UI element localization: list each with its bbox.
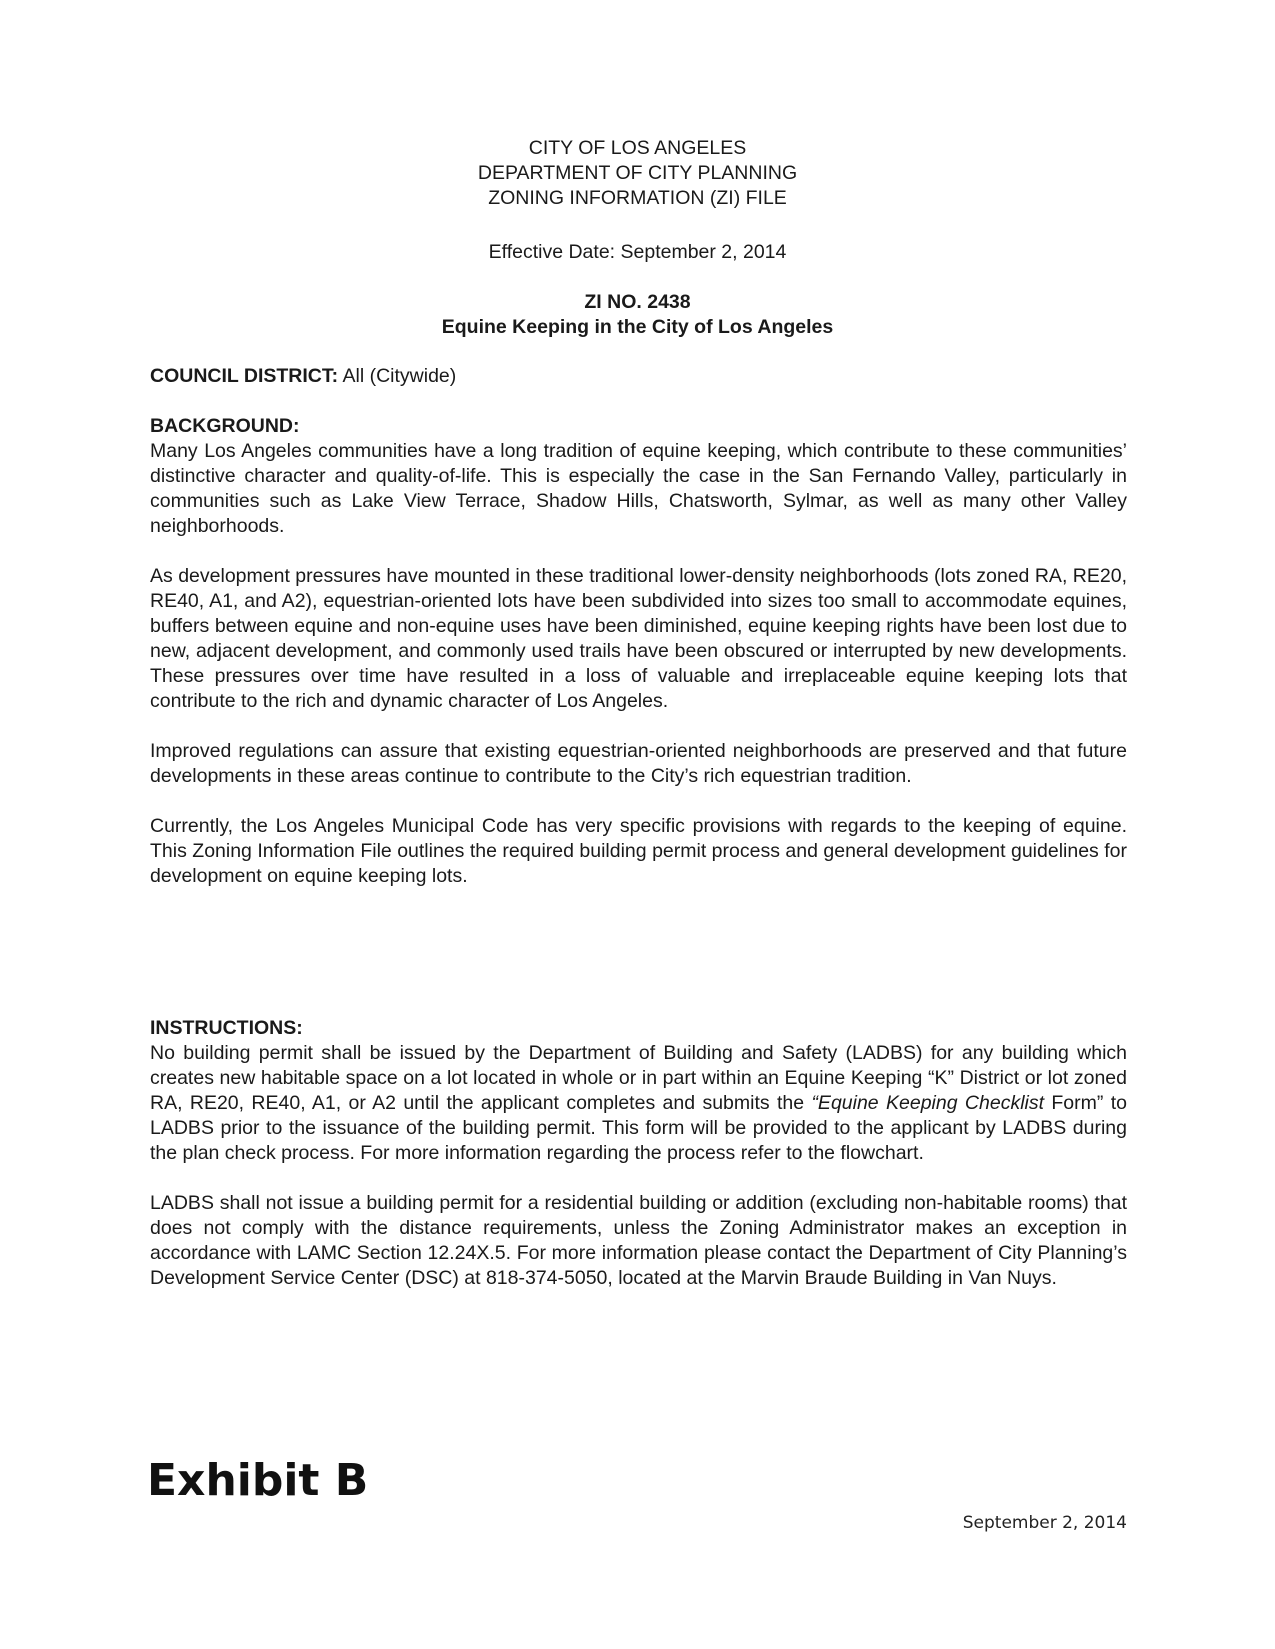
header-city: CITY OF LOS ANGELES — [528, 137, 747, 159]
council-district-value: All (Citywide) — [342, 365, 457, 387]
background-heading: BACKGROUND: — [150, 415, 300, 437]
instructions-paragraph-1: No building permit shall be issued by the Department of Building and Safety (LADBS) for any building which creates new habitable space on a lot located in whole or in part within an Equine Keeping “K” District or lot zoned RA, RE20, RE40, A1, or A2 until the applicant completes and submits the “Equine Keeping Checklist Form” to LADBS prior to the issuance of the building permit. This form will be provided to the applicant by LADBS during the plan check process. For more information regarding the process refer to the flowchart. — [150, 1042, 1127, 1164]
instructions-paragraph-2: LADBS shall not issue a building permit for a residential building or addition (excluding non-habitable rooms) that does not comply with the distance requirements, unless the Zoning Administrator makes an exception in accordance with LAMC Section 12.24X.5. For more information please contact the Department of City Planning’s Development Service Center (DSC) at 818-374-5050, located at the Marvin Braude Building in Van Nuys. — [150, 1192, 1127, 1289]
header-department: DEPARTMENT OF CITY PLANNING — [477, 162, 798, 184]
instructions-section — [150, 1016, 1127, 1291]
background-paragraph-4: Currently, the Los Angeles Municipal Code has very specific provisions with regards to the keeping of equine. This Zoning Information File outlines the required building permit process and general development guidelines for development on equine keeping lots. — [150, 815, 1127, 887]
zi-title: Equine Keeping in the City of Los Angeles — [441, 316, 834, 338]
zi-title-block — [0, 290, 1275, 340]
effective-date: Effective Date: September 2, 2014 — [488, 241, 787, 263]
council-district-label: COUNCIL DISTRICT: — [150, 365, 339, 387]
exhibit-label: Exhibit B — [147, 1455, 369, 1506]
footer-date: September 2, 2014 — [962, 1513, 1127, 1533]
background-paragraph-3: Improved regulations can assure that existing equestrian-oriented neighborhoods are preserved and that future developments in these areas continue to contribute to the City’s rich equestrian tradition. — [150, 740, 1127, 787]
background-paragraph-2: As development pressures have mounted in these traditional lower-density neighborhoods (lots zoned RA, RE20, RE40, A1, and A2), equestrian-oriented lots have been subdivided into sizes too small to accommodate equines, buffers between equine and non-equine uses have been diminished, equine keeping rights have been lost due to new, adjacent development, and commonly used trails have been obscured or interrupted by new developments. These pressures over time have resulted in a loss of valuable and irreplaceable equine keeping lots that contribute to the rich and dynamic character of Los Angeles. — [150, 565, 1127, 712]
background-paragraph-1: Many Los Angeles communities have a long tradition of equine keeping, which contribute to these communities’ distinctive character and quality-of-life. This is especially the case in the San Fernando Valley, particularly in communities such as Lake View Terrace, Shadow Hills, Chatsworth, Sylmar, as well as many other Valley neighborhoods. — [150, 440, 1127, 537]
document-header — [0, 136, 1275, 211]
header-file-type: ZONING INFORMATION (ZI) FILE — [488, 187, 787, 209]
council-district — [150, 364, 1127, 389]
zi-number: ZI NO. 2438 — [584, 291, 691, 313]
background-section — [150, 414, 1127, 889]
instructions-heading: INSTRUCTIONS: — [150, 1017, 303, 1039]
checklist-form-name: “Equine Keeping Checklist — [811, 1092, 1045, 1114]
